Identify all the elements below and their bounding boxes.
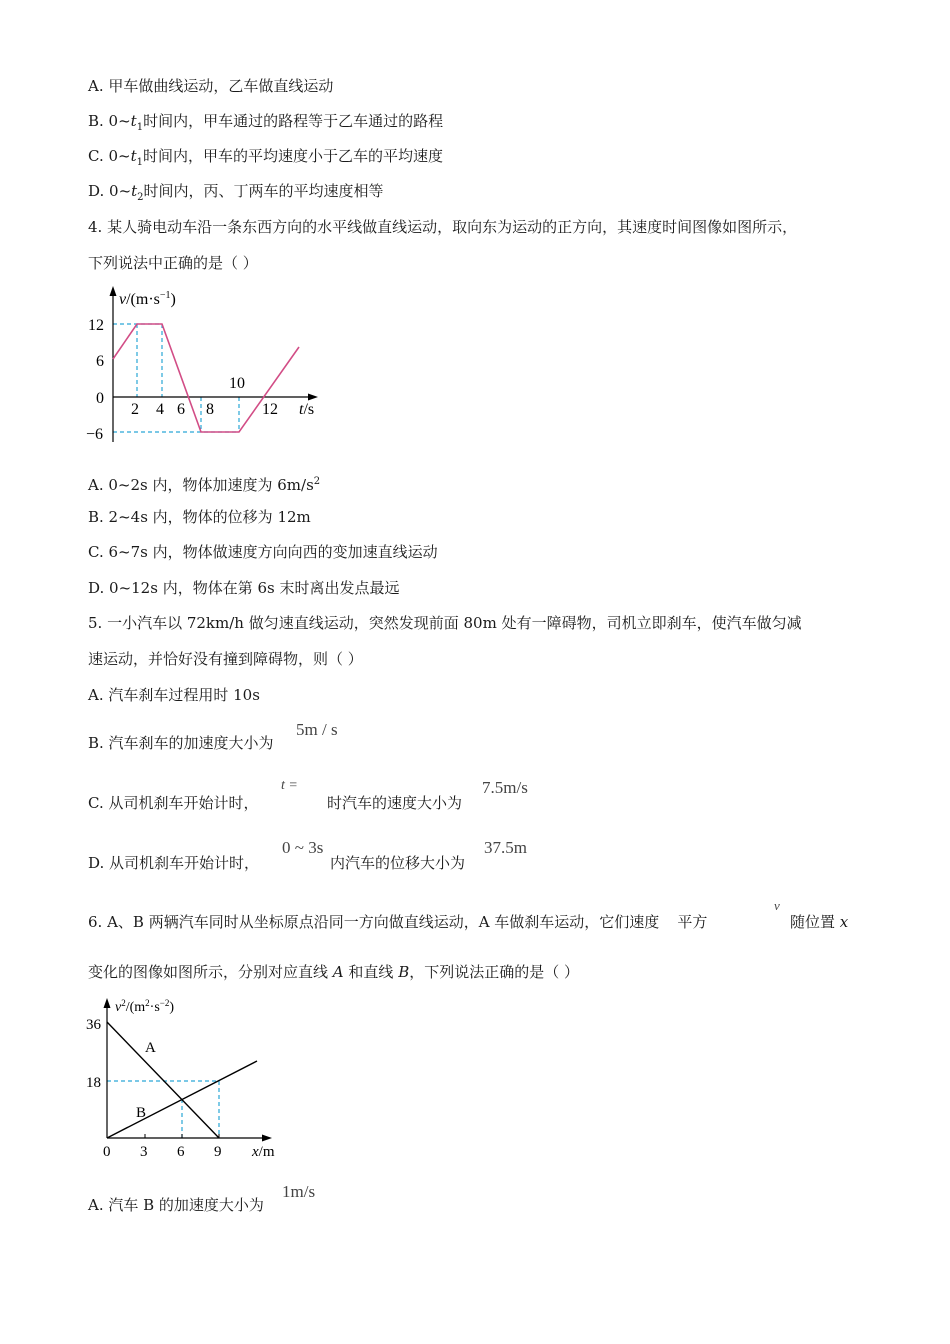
q5-option-c-math1: t =	[281, 778, 298, 793]
x-tick-0: 0	[103, 1144, 111, 1160]
svg-text:v/(m·s−1): $v/(m\cdot s^{-1})$	[119, 290, 176, 308]
q6-stem-line1-end: 随位置 x	[790, 913, 849, 931]
velocity-time-graph	[80, 282, 320, 452]
x-tick-10: 10	[229, 375, 245, 392]
q6-stem-v: v	[774, 898, 780, 913]
y-tick-6: 6	[96, 353, 104, 370]
q5-stem-line2: 速运动，并恰好没有撞到障碍物，则（ ）	[88, 650, 363, 668]
q5-stem-line1: 5. 一小汽车以 72km/h 做匀速直线运动，突然发现前面 80m 处有一障碍物，司机立即刹车，使汽车做匀减	[88, 614, 802, 632]
q4-stem-line1: 4. 某人骑电动车沿一条东西方向的水平线做直线运动，取向东为运动的正方向，其速度时间图像如图所示，	[88, 218, 798, 236]
t-axis-arrow	[308, 394, 318, 401]
q4-option-d: D. 0~12s 内，物体在第 6s 末时离出发点最远	[88, 579, 400, 597]
v-axis-arrow	[110, 286, 117, 296]
label-line-a: A	[145, 1040, 156, 1056]
q5-option-a: A. 汽车刹车过程用时 10s	[88, 686, 260, 704]
q5-option-d-math2: 37.5m	[484, 838, 527, 857]
q6-stem-line1: 6. A、B 两辆汽车同时从坐标原点沿同一方向做直线运动，A 车做刹车运动，它们速度 平方	[88, 913, 708, 931]
q5-option-c-math2: 7.5m/s	[482, 778, 528, 797]
q5-option-b: B. 汽车刹车的加速度大小为	[88, 734, 274, 752]
svg-text:v2/(m2·s−2): $v^2/(m^2\cdot s^{-2})$	[115, 998, 175, 1015]
q5-option-d-part2: 内汽车的位移大小为	[330, 854, 466, 872]
x-axis-arrow	[262, 1135, 272, 1142]
y-tick-0: 0	[96, 390, 104, 407]
q3-option-a: A. 甲车做曲线运动，乙车做直线运动	[88, 77, 334, 95]
q5-option-b-math: 5m / s	[296, 720, 338, 739]
q4-option-a: A. 0~2s 内，物体加速度为 $6m/s^2$	[88, 476, 321, 494]
x-tick-4: 4	[156, 401, 164, 418]
x-tick-3: 3	[140, 1144, 148, 1160]
q4-stem-line2: 下列说法中正确的是（ ）	[88, 254, 258, 272]
x-axis-label: x/m	[252, 1144, 275, 1160]
v-squared-position-graph	[80, 990, 290, 1165]
q6-option-a: A. 汽车 B 的加速度大小为	[88, 1196, 264, 1214]
q6-stem-line2: 变化的图像如图所示，分别对应直线 A 和直线 B，下列说法正确的是（ ）	[88, 963, 580, 981]
q3-option-b: B. $0\sim t_1$时间内，甲车通过的路程等于乙车通过的路程	[88, 112, 444, 133]
y-tick-neg6: −6	[86, 426, 104, 443]
q5-option-d-math1: 0 ~ 3s	[282, 838, 324, 857]
label-line-b: B	[136, 1105, 147, 1121]
q3-option-c: C. $0\sim t_1$时间内，甲车的平均速度小于乙车的平均速度	[88, 147, 444, 168]
line-b	[107, 1061, 257, 1138]
t-axis-label: t/s	[299, 401, 315, 418]
x-tick-8: 8	[206, 401, 214, 418]
q5-option-c-part1: C. 从司机刹车开始计时，	[88, 794, 259, 812]
x-tick-6: 6	[177, 401, 185, 418]
q4-option-b: B. 2~4s 内，物体的位移为 12m	[88, 508, 311, 526]
line-a	[107, 1022, 219, 1138]
y-tick-12: 12	[88, 317, 104, 334]
q3-option-d: D. $0\sim t_2$时间内，丙、丁两车的平均速度相等	[88, 182, 384, 203]
vsq-axis-arrow	[104, 998, 111, 1008]
y-tick-36: 36	[86, 1017, 101, 1033]
y-tick-18: 18	[86, 1075, 101, 1091]
q6-option-a-math: 1m/s	[282, 1182, 316, 1201]
q4-option-c: C. 6~7s 内，物体做速度方向向西的变加速直线运动	[88, 543, 438, 561]
x-tick-12: 12	[262, 401, 278, 418]
x-tick-9: 9	[214, 1144, 222, 1160]
x-tick-2: 2	[131, 401, 139, 418]
x-tick-6: 6	[177, 1144, 185, 1160]
q5-option-c-part2: 时汽车的速度大小为	[327, 794, 463, 812]
q5-option-d-part1: D. 从司机刹车开始计时，	[88, 854, 260, 872]
